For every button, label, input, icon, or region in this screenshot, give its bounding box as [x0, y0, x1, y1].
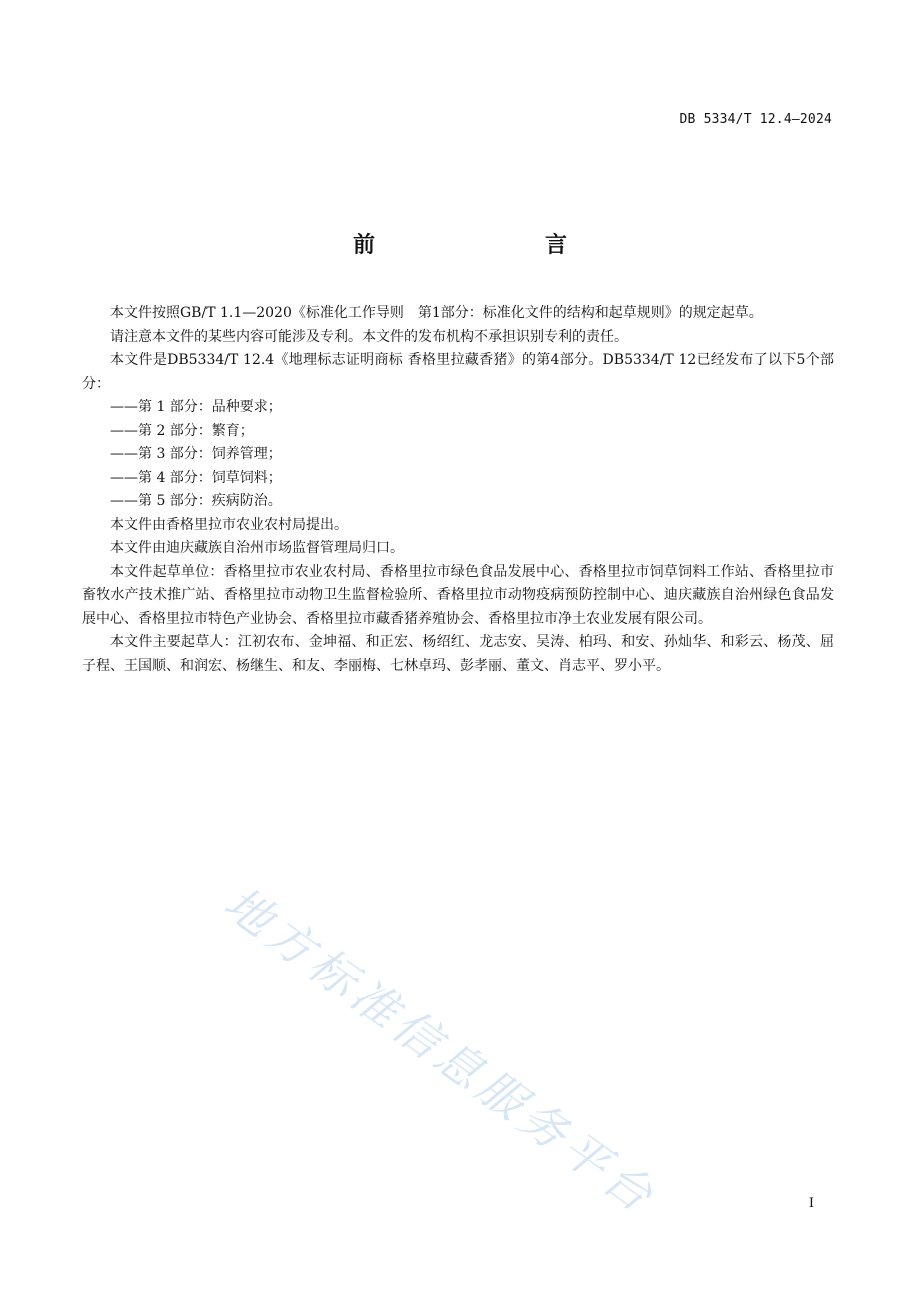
paragraph-patent-notice: 请注意本文件的某些内容可能涉及专利。本文件的发布机构不承担识别专利的责任。: [110, 328, 628, 345]
paragraph-series-intro: 本文件是DB5334/T 12.4《地理标志证明商标 香格里拉藏香猪》的第4部分。DB5334/T 12已经发布了以下5个部分：: [82, 352, 834, 392]
list-item-part-1: ——第 1 部分：品种要求；: [110, 399, 282, 415]
document-code: DB 5334/T 12.4—2024: [679, 112, 832, 127]
foreword-body: [82, 302, 834, 678]
watermark: 地方标准信息服务平台: [214, 875, 667, 1225]
list-item-part-2: ——第 2 部分：繁育；: [110, 422, 254, 439]
paragraph-proposer: 本文件由香格里拉市农业农村局提出。: [110, 516, 348, 533]
list-item-part-3: ——第 3 部分：饲养管理；: [110, 446, 282, 462]
list-item-part-5: ——第 5 部分：疾病防治。: [110, 493, 282, 509]
paragraph-drafting-units: 本文件起草单位：香格里拉市农业农村局、香格里拉市绿色食品发展中心、香格里拉市饲草饲料工作站、香格里拉市畜牧水产技术推广站、香格里拉市动物卫生监督检验所、香格里拉市动物疫病预防控制中心、迪庆藏族自治州绿色食品发展中心、香格里拉市特色产业协会、香格里拉市藏香猪养殖协会、香格里拉市净土农业发展有限公司。: [82, 563, 834, 627]
list-item-part-4: ——第 4 部分：饲草饲料；: [110, 469, 282, 486]
paragraph-drafters: 本文件主要起草人：江初农布、金坤福、和正宏、杨绍红、龙志安、吴涛、柏玛、和安、孙灿华、和彩云、杨茂、屈子程、王国顺、和润宏、杨继生、和友、李丽梅、七林卓玛、彭孝丽、董文、肖志平、罗小平。: [82, 634, 834, 674]
paragraph-drafting-basis: 本文件按照GB/T 1.1—2020《标准化工作导则 第1部分：标准化文件的结构和起草规则》的规定起草。: [110, 305, 763, 321]
page-title: 前 言: [352, 233, 609, 258]
page-number: I: [808, 1196, 814, 1211]
paragraph-administrator: 本文件由迪庆藏族自治州市场监督管理局归口。: [110, 540, 404, 556]
